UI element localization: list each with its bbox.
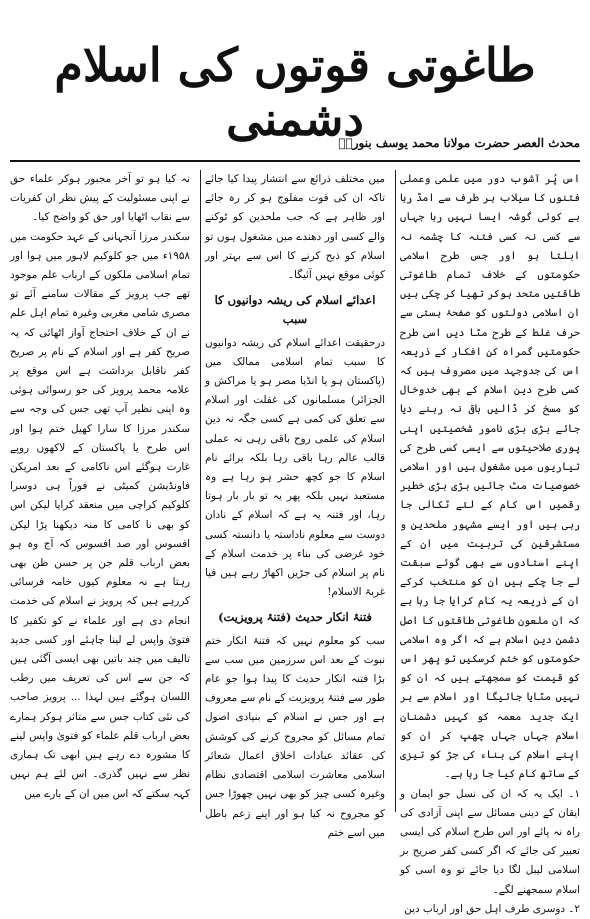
paragraph: سکندر مرزا آنجہانی کے عہد حکومت میں ۱۹۵۸ء میں جو کلوکیم لاہور میں ہوا اور تمام اسلامی ملکوں کے ارباب علم موجود تھے جب پرویز کے مقالات سامنے آئے تو مصری شامی مغربی وغیرہ تمام اہل علم نے ان کے خلاف احتجاج آواز اٹھائی کہ یہ صریح کفر ہے اور اسلام کے نام پر صریح کفر ناقابل برداشت ہے اس موقع پر علامہ محمد پرویز کی جو رسوائی ہوئی وہ اپنی نظیر آپ تھی جس کی وجہ سے سکندر مرزا کا سارا کھیل ختم ہوا اور اس طرح یا پاکستان کے لاکھوں روپے غارت ہوگئے اس ناکامی کے بعد امریکن فاونڈیشن کمیٹی نے فوراً ہی دوسرا کلوکیم کراچی میں منعقد کرایا لیکن اس کو بھی نا کامی کا منہ دیکھنا پڑا لیکن افسوس اور صد افسوس کہ آج وہ ہو بعض ارباب قلم جن پر حسن ظن بھی رہتا ہے نہ معلوم کیوں خامہ فرسائی کررہے ہیں کہ پرویز نے اسلام کی خدمت انجام دی ہے اور علماء نے کو تکفیر کا فتویٰ واپس لے لینا چاہئے اور کسی جدید تالیف میں چند باتیں بھی ایسی آگئی ہیں کہ جن سے اس کی تعریف میں رطب اللسان ہوگئے ہیں لہذا ... پرویز صاحب کی نئی کتاب جس سے متاثر ہوکر ہمارے بعض ارباب قلم علماء کو فتویٰ واپس لینے کا مشورہ دے رہے ہیں ابھی تک ہماری نظر سے نہیں گذری۔ اس لئے ہم نہیں کہہ سکتے کہ اس میں ان کے بارے میں [10,230,190,800]
paragraph: میں مختلف ذرائع سے انتشار پیدا کیا جائے تاکہ ان کی قوت مفلوج ہو کر رہ جائے اور ظاہر ہے کہ جب ملحدین کو ٹوکنے والے کسی اور دھندے میں مشغول ہوں تو اسلام کو ذبح کرنے کا اس سے بہتر اور کوئی موقع نہیں آئیگا۔ [205,173,385,282]
column-right [400,170,580,915]
article-title: طاغوتی قوتوں کی اسلام دشمنی [54,38,536,146]
author-byline: محدث العصر حضرت مولانا محمد یوسف بنوریؒ [338,136,580,150]
paragraph: اس پُر آشوب دور میں علمی وعملی فتنوں کا سیلاب ہر طرف سے امڈ رہا ہے کوئی گوشہ ایسا نہیں رہا جہاں سے کسی نہ کسی فتنہ کا چشمہ نہ ابلتا ہو اور جس طرح اسلامی حکومتوں کے خلاف تمام طاغوتی طاقتیں متحد ہوکر تھیا کر چکی ہیں ان اسلامی دولتوں کو صفحۂ ہستی سے حرف غلط کے طرح مٹا دیں اسی طرح حکومتیں گمراہ کن افکار کے ذریعہ اس کی جدوجہد میں مصروف ہیں کہ کسی طرح دین اسلام کے بھی خدوخال کو مسخ کر ڈالیں باقی نہ رہنے دیا جائے بڑی بڑی نامور شخصیتیں اپنی پوری صلاحیتوں سے ایسی کسی طرح کی تیاریوں میں مشغول ہیں اور اسلامی خصوصیات مٹ جائیں بڑی بڑی خطیر رقمیں اس کام کے لئے ٹکالی جا رہی ہیں اور ایسے مشہور ملحدین و مستشرقین کی تربیت میں ان کے اپنے استادوں سے بھی گوئے سبقت لے جا چکے ہیں ان کو منتخب کرکے ان کے ذریعہ یہ کام کرایا جا رہا ہے کہ ان ملعون طاغوتی طاقتوں کا اصل دشمن دین اسلام ہے کہ اگر وہ اسلامی حکومتوں کو ختم کرسکیں تو پھر اس کو قیمت کو سمجھتے ہیں کہ ان کو نہیں مٹایا جائیگا اور اسلام سے ہر ایک جدید معمہ کو کہیں دشمنان اسلام جہاں جہاں چھپ کر ان کو اپنے اسلام کی بناء کی جڑ کو تیزی کے ساتھ کام کیا جا رہا ہے۔ [400,173,580,781]
section-heading: اعدائے اسلام کی ریشہ دوانیوں کا سبب [214,293,376,327]
paragraph: نہ کیا ہو تو آخر مجبور ہوکر علماء حق نے اپنی مسئولیت کے پیش نظر ان کفریات سے نقاب اٹھایا اور حق کو واضح کیا۔ [10,173,190,224]
paragraph: درحقیقت اعدائے اسلام کی ریشہ دوانیوں کا سبب تمام اسلامی ممالک میں (پاکستان ہو یا انڈیا مصر ہو یا مراکش و الجزائر) مسلمانوں کی غفلت اور اسلام سے تعلق کی کمی ہے کسی جگہ نہ دین اسلام کی علمی روح باقی رہی نہ عملی قالب عالم رہا باقی رہا بلکہ برائے نام اسلام کا جو کچھ حشر ہو رہا ہے وہ مستعبد نہیں بلکہ پھر یہ تو بار بار ہوتا رہا، اور فتنہ یہ ہے کہ اسلام کے نادان دوست سے معلوم ناداستہ یا دانستہ کسی خود غرضی کی بناء پر خدمت اسلام کے نام پر اسلام کی جڑیں اکھاڑ رہے ہیں فیا غربۃ الاسلام! [205,336,385,599]
paragraph: ۱۔ ایک یہ کہ ان کی نسل جو ایمان و ایقان کے دینی مسائل سے اپنی آزادی کی راہ نہ پائے اور اس طرح اسلام کی ایسی تعبیر کی جائے کہ اگر کسی کفر صریح بر اسلامی لیبل لگا دیا جائے تو وہ اسی کو اسلام سمجھنے لگے۔ [400,787,580,896]
section-heading: فتنۂ انکار حدیث (فتنۂ پرویزیت) [218,610,372,625]
paragraph: سب کو معلوم نہیں کہ فتنۂ انکار ختم نبوت کے بعد اس سرزمین میں سب سے بڑا فتنہ انکار حدیث کا پیدا ہوا جو عام طور سے فتنۂ پرویزیت کے نام سے معروف ہے اور جس نے اسلام کے بنیادی اصول تمام مسائل کو مجروح کرنے کی کوشش کی عقائد عبادات اخلاق اعمال شعائر اسلامی معاشرت اسلامی اقتصادی نظام وغیرہ کسی چیز کو بھی نہیں چھوڑا جس کو مجروح نہ کیا ہو اور اپنے زعم باطل میں اسے ختم [205,634,385,839]
article-columns [10,170,580,915]
column-left [10,170,190,812]
paragraph: ۲۔ دوسری طرف اہل حق اور ارباب دین [404,902,580,915]
column-middle [205,170,385,839]
title-divider [10,160,580,162]
